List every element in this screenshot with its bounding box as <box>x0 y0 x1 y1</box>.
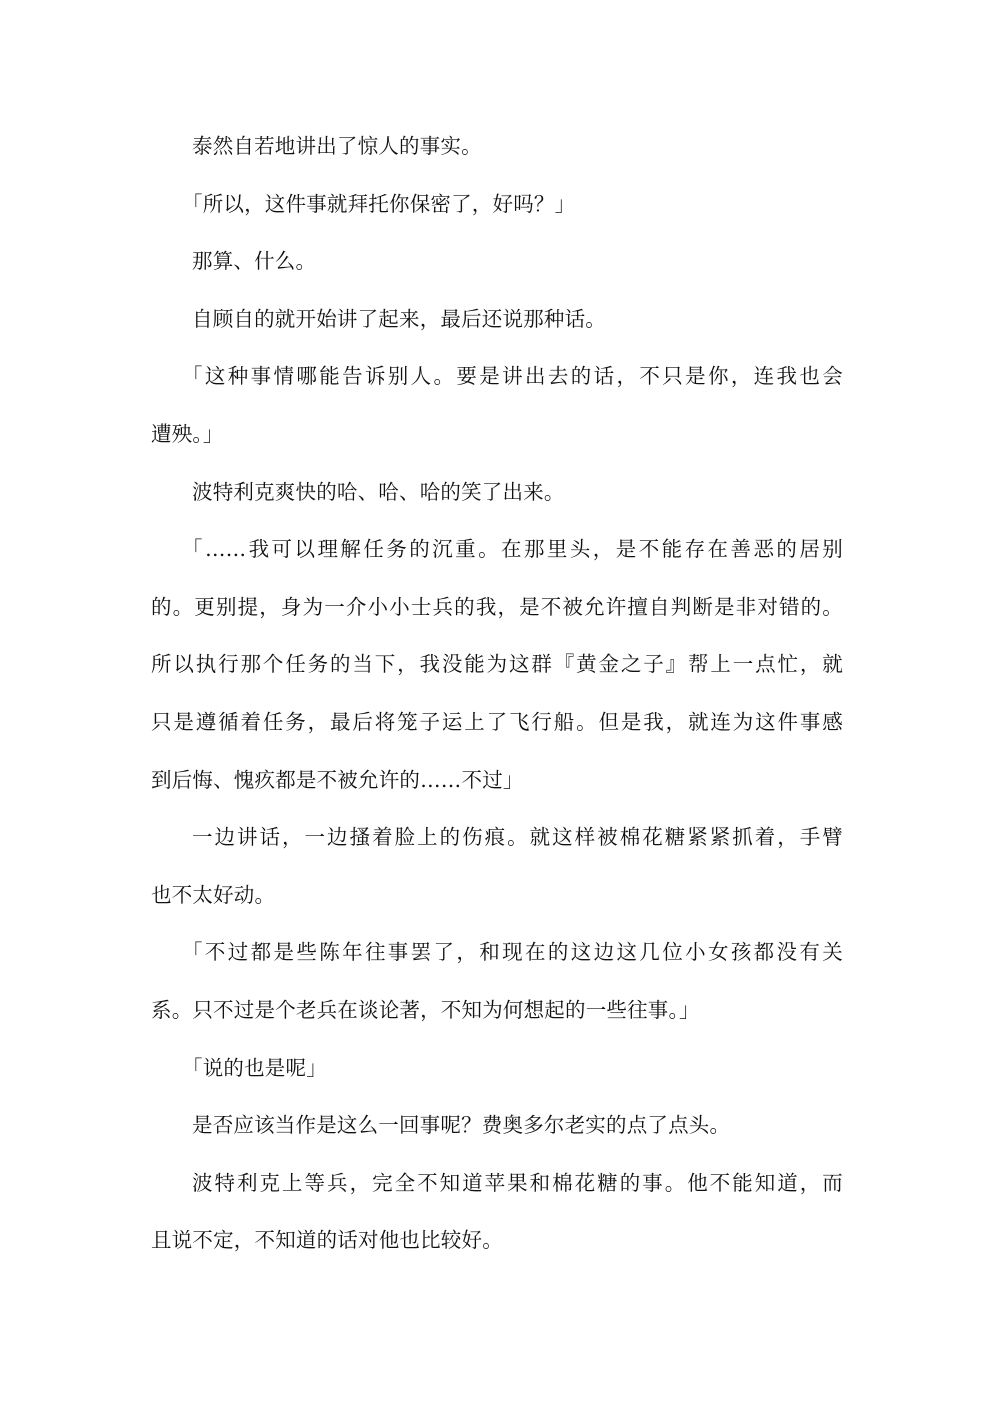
paragraph-6 <box>151 474 843 532</box>
paragraph-3 <box>151 243 843 301</box>
paragraph-9-dialogue <box>151 934 843 1049</box>
text-line: 系。只不过是个老兵在谈论著，不知为何想起的一些往事。」 <box>151 997 700 1022</box>
text-line: 且说不定，不知道的话对他也比较好。 <box>151 1228 503 1253</box>
paragraph-8 <box>151 819 843 934</box>
text-line: 「这种事情哪能告诉别人。要是讲出去的话，不只是你，连我也会 <box>182 364 843 389</box>
paragraph-4 <box>151 301 843 359</box>
text-line: 也不太好动。 <box>151 882 276 907</box>
text-line: 只是遵循着任务，最后将笼子运上了飞行船。但是我，就连为这件事感 <box>151 709 843 734</box>
text-line: 所以执行那个任务的当下，我没能为这群『黄金之子』帮上一点忙，就 <box>151 652 843 677</box>
paragraph-2-dialogue <box>151 186 843 244</box>
text-line: 到后悔、愧疚都是不被允许的……不过」 <box>151 767 524 792</box>
paragraph-10-dialogue <box>151 1050 843 1108</box>
document-page <box>151 128 843 1280</box>
paragraph-7-dialogue <box>151 531 843 819</box>
text-line: 「……我可以理解任务的沉重。在那里头，是不能存在善恶的居别 <box>182 537 843 562</box>
paragraph-1 <box>151 128 843 186</box>
paragraph-5-dialogue <box>151 358 843 473</box>
text-line: 「说的也是呢」 <box>182 1055 327 1080</box>
paragraph-11 <box>151 1107 843 1165</box>
text-line: 遭殃。」 <box>151 421 224 446</box>
text-line: 泰然自若地讲出了惊人的事实。 <box>192 134 482 158</box>
text-line: 波特利克爽快的哈、哈、哈的笑了出来。 <box>192 479 565 504</box>
text-line: 「所以，这件事就拜托你保密了，好吗？」 <box>182 191 576 216</box>
text-line: 的。更别提，身为一介小小士兵的我，是不被允许擅自判断是非对错的。 <box>151 594 843 619</box>
text-line: 那算、什么。 <box>192 249 317 274</box>
paragraph-12 <box>151 1165 843 1280</box>
text-line: 是否应该当作是这么一回事呢？费奥多尔老实的点了点头。 <box>192 1113 731 1138</box>
text-line: 一边讲话，一边搔着脸上的伤痕。就这样被棉花糖紧紧抓着，手臂 <box>192 825 843 850</box>
text-line: 自顾自的就开始讲了起来，最后还说那种话。 <box>192 306 606 331</box>
text-line: 「不过都是些陈年往事罢了，和现在的这边这几位小女孩都没有关 <box>182 940 843 965</box>
text-line: 波特利克上等兵，完全不知道苹果和棉花糖的事。他不能知道，而 <box>192 1170 843 1195</box>
